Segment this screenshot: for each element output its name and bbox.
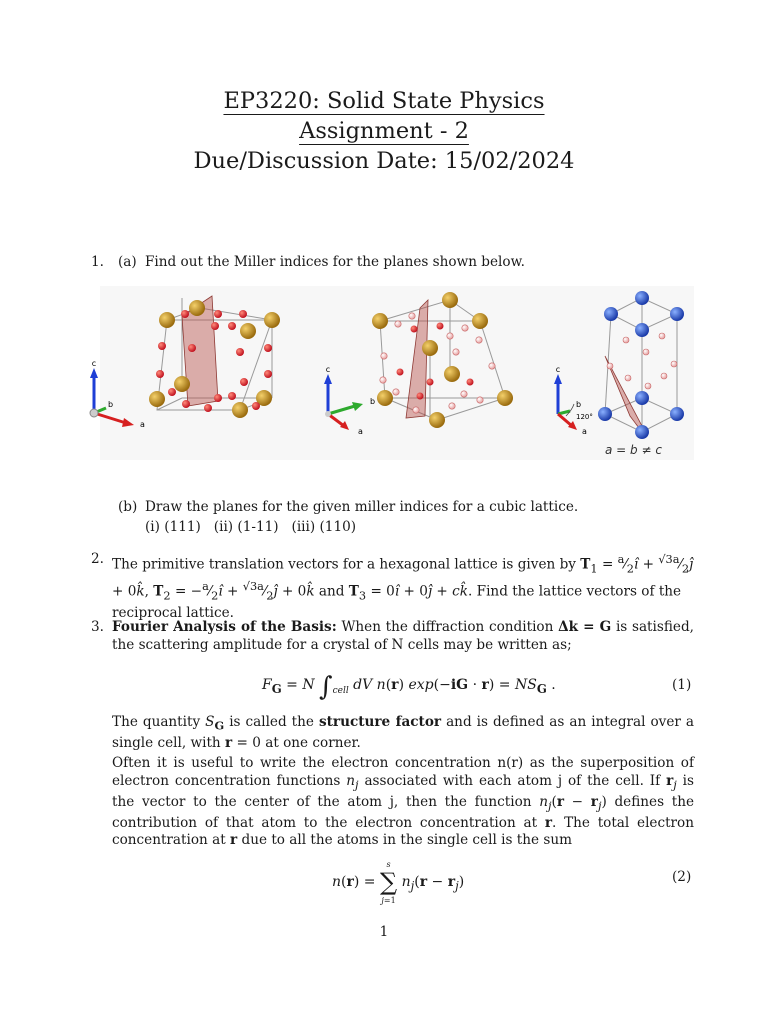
assignment-title: Assignment - 2 [299, 118, 469, 144]
axis-a-label-3: a [582, 427, 587, 436]
q3-para3: Often it is useful to write the electron concentration n(r) as the superposition of electron concentration functions $n_j$ associated with each atom j of the cell. If $r_j$ is the vector to the center of the atom j, then the function $n_j(r - r_j)$ defines the contribution of that atom to the electron concentration at r. The total electron concentration at r due to all the atoms in the single cell is the sum [112, 755, 694, 849]
q2-number: 2. [91, 551, 104, 567]
axis-c-label-3: c [555, 365, 561, 374]
structure-3 [554, 291, 684, 457]
q2-body: The primitive translation vectors for a hexagonal lattice is given by $T_1$ = $^a⁄_2î$ + $^{√3a}⁄_2ĵ$ + 0k̂, $T_2$ = $-^a⁄_2î$ + $^{√3a}⁄_2ĵ$ + 0k̂ and $T_3$ = 0î + 0ĵ + ck̂. Find the lattice vectors of the reciprocal lattice. [112, 552, 694, 621]
q1b-text: Draw the planes for the given miller indices for a cubic lattice. [145, 499, 579, 515]
q1-number: 1. [91, 254, 104, 270]
q3-intro: Fourier Analysis of the Basis: When the diffraction condition Δk = G is satisfied, the scattering amplitude for a crystal of N cells may be written as; [112, 619, 694, 653]
axes-1 [90, 359, 145, 429]
equation-2: n(r) = s ∑ j=1 $n_j(r - r_j)$ [332, 860, 465, 905]
crystal-structures-figure [91, 286, 694, 460]
handwritten-note: a = b ≠ c [605, 443, 662, 457]
crystal-structures-svg [91, 286, 694, 460]
q1b-options: (i) (111) (ii) (1-11) (iii) (110) [145, 519, 357, 535]
q1a-label: (a) [118, 254, 137, 270]
structure-1 [90, 296, 280, 429]
q3-number: 3. [91, 619, 104, 635]
axis-a-label-2: a [358, 427, 363, 436]
course-title: EP3220: Solid State Physics [223, 88, 545, 114]
angle-label: 120° [576, 413, 593, 421]
q1a-text: Find out the Miller indices for the planes shown below. [145, 254, 525, 270]
axis-c-label: c [91, 359, 97, 368]
equation-1: $F_G = N$ $\int_{cell}$ dV n(r) $\exp(-iG \cdot r) = NS_G$ . [262, 672, 556, 702]
eq1-number: (1) [672, 677, 692, 693]
structure-2 [324, 292, 513, 436]
page-number: 1 [379, 924, 389, 940]
axes-2 [324, 365, 375, 436]
due-date: Due/Discussion Date: 15/02/2024 [193, 148, 575, 174]
axis-c-label-2: c [325, 365, 331, 374]
eq2-number: (2) [672, 869, 692, 885]
q1b-label: (b) [118, 499, 138, 515]
axis-a-label: a [140, 420, 145, 429]
axes-3 [554, 365, 593, 436]
axis-b-label-2: b [370, 397, 376, 406]
axis-b-label-3: b [576, 400, 582, 409]
q3-para2: The quantity $S_G$ is called the structure factor and is defined as an integral over a single cell, with r = 0 at one corner. [112, 714, 695, 752]
axis-b-label: b [108, 400, 114, 409]
